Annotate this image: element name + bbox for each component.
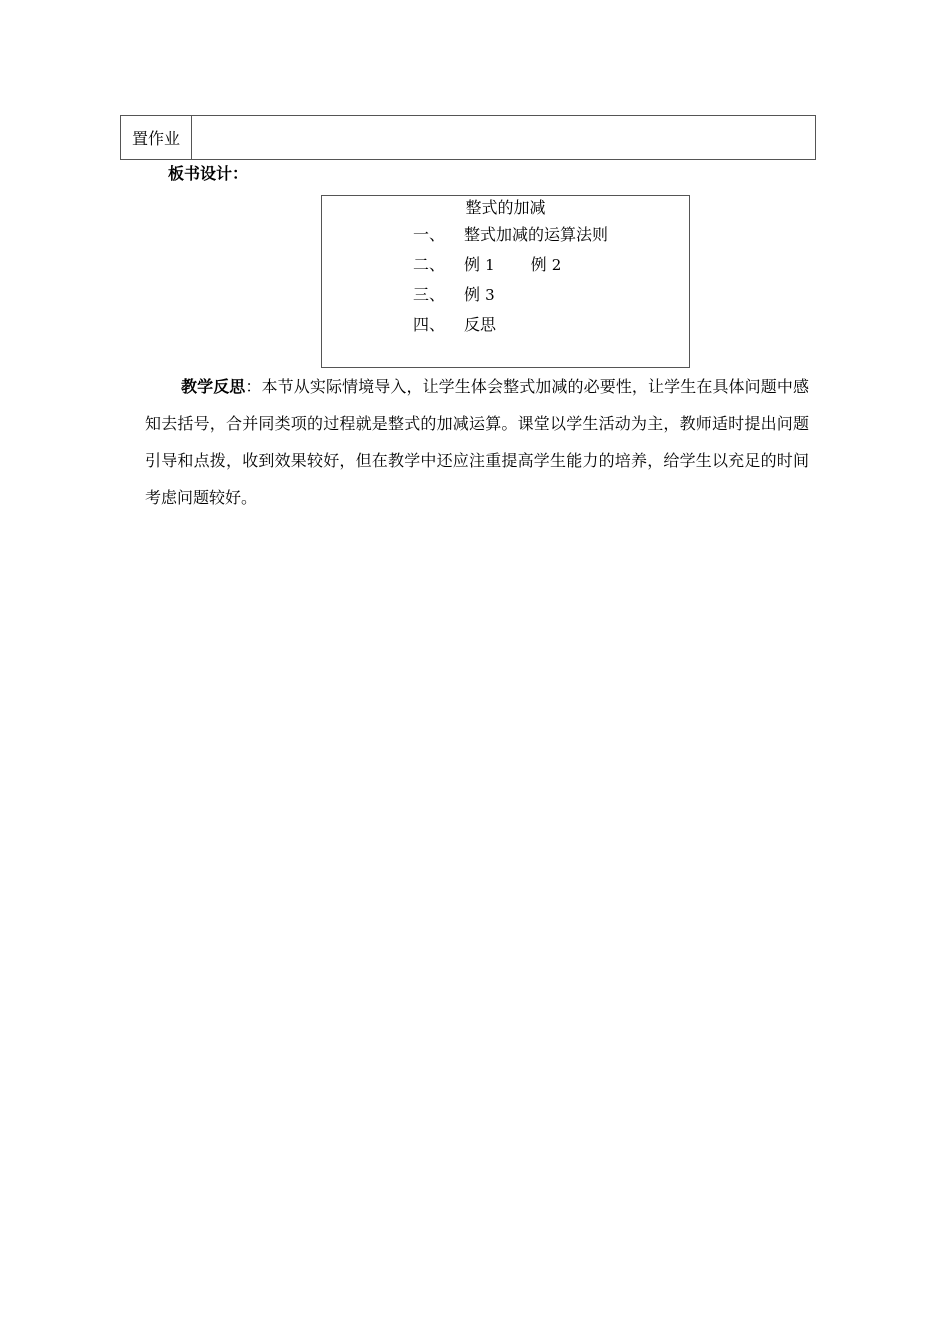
example-number-2: 2 <box>551 256 562 274</box>
board-line-text-2: 例 <box>530 255 547 274</box>
board-line-number: 四、 <box>413 315 446 334</box>
board-line-2 <box>413 254 561 276</box>
homework-label-cell <box>121 116 192 159</box>
board-line-text: 例 <box>464 285 481 304</box>
board-design-heading: 板书设计： <box>168 164 249 183</box>
board-line-number: 一、 <box>413 225 446 244</box>
teaching-reflection-separator: ： <box>245 377 262 396</box>
board-line-text: 反思 <box>464 315 497 334</box>
teaching-reflection-label: 教学反思 <box>181 377 246 396</box>
board-design-box <box>321 195 690 368</box>
board-line-text: 整式加减的运算法则 <box>464 225 609 244</box>
board-line-text: 例 <box>464 255 481 274</box>
board-title: 整式的加减 <box>465 198 546 217</box>
board-line-number: 二、 <box>413 255 446 274</box>
teaching-reflection-text: 本节从实际情境导入，让学生体会整式加减的必要性，让学生在具体问题中感知去括号，合并同类项的过程就是整式的加减运算。课堂以学生活动为主，教师适时提出问题引导和点拨，收到效果较好，但在教学中还应注重提高学生能力的培养，给学生以充足的时间考虑问题较好。 <box>145 377 809 507</box>
board-line-number: 三、 <box>413 285 446 304</box>
board-line-1 <box>413 224 608 246</box>
homework-content-cell <box>192 116 815 159</box>
example-number: 1 <box>485 256 495 274</box>
board-line-4 <box>413 314 496 336</box>
homework-label: 置作业 <box>131 129 180 148</box>
teaching-reflection-paragraph <box>145 368 809 516</box>
board-line-3 <box>413 284 495 306</box>
homework-table <box>120 115 816 160</box>
example-number: 3 <box>485 286 495 304</box>
